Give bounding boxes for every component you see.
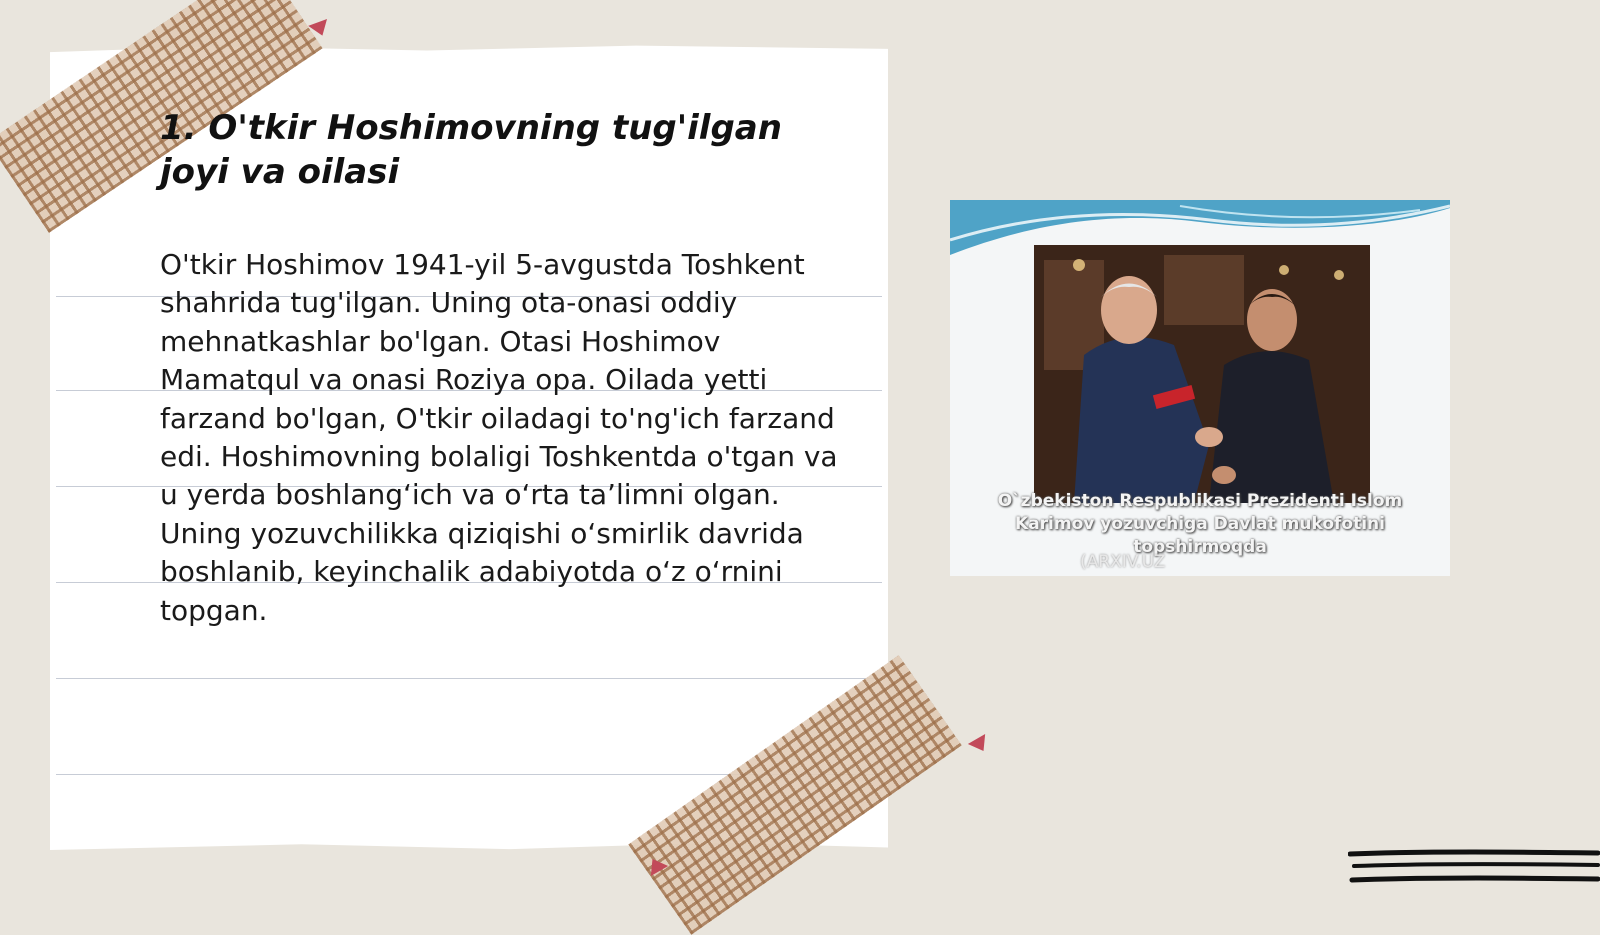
pin-icon [308,19,332,39]
slide-title: 1. O'tkir Hoshimovning tug'ilgan joyi va oilasi [160,108,782,192]
slide-body-text: O'tkir Hoshimov 1941-yil 5-avgustda Toshkent shahrida tug'ilgan. Uning ota-onasi oddiy mehnatkashlar bo'lgan. Otasi Hoshimov Mamatqul va onasi Roziya opa. Oilada yetti farzand bo'lgan, O'tkir oiladagi to'ng'ich farzand edi. Hoshimovning bolaligi Toshkentda o'tgan va u yerda boshlang‘ich va o‘rta ta’limni olgan. Uning yozuvchilikka qiziqishi o‘smirlik davrida boshlanib, keyinchalik adabiyotda o‘z o‘rnini topgan. [160,248,838,627]
photo-card [950,200,1450,576]
brush-lines-decoration-icon [1348,846,1600,890]
photo-caption: O`zbekiston Respublikasi Prezidenti Islom Karimov yozuvchiga Davlat mukofotini topshirmoqda [997,491,1403,557]
award-photo [1034,245,1370,503]
photo-source: (ARXIV.UZ [1080,552,1166,572]
ruled-line [56,678,882,679]
pin-icon [968,734,992,756]
